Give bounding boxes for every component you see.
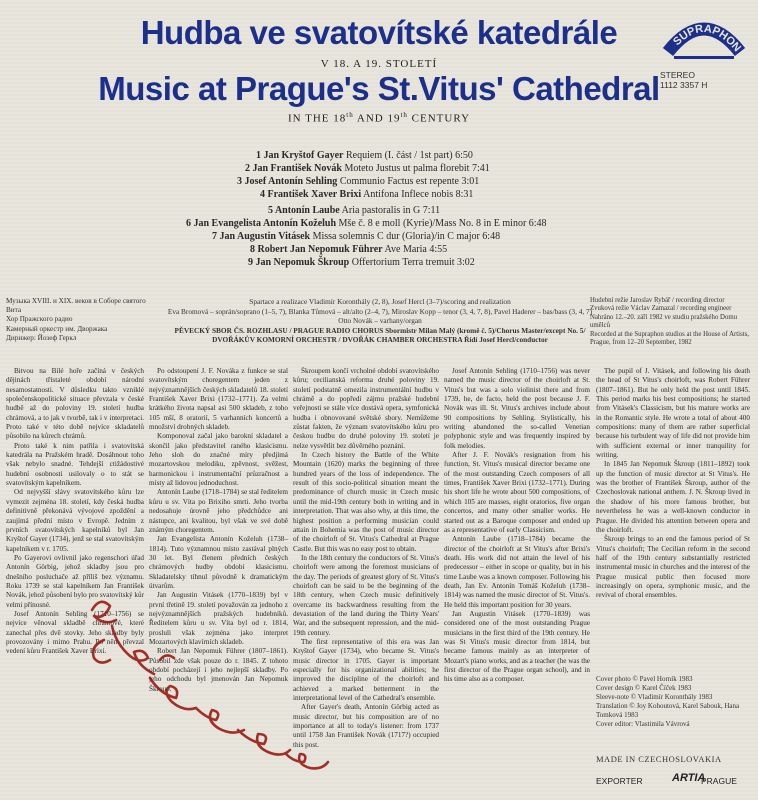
supraphon-logo <box>660 10 748 70</box>
track-9: 9 Jan Nepomuk Škroup Offertorium Terra tremuit 3:02 <box>248 257 475 268</box>
artia-logo: ARTIA <box>672 772 706 784</box>
prague-label: PRAGUE <box>701 776 737 786</box>
exporter-label: EXPORTER <box>596 776 643 786</box>
cover-credits: Cover photo © Pavel Horník 1983 Cover design © Karel Číček 1983 Sleeve-note © Vladimír Koronthály 1983 Translation © Joy Kohoutová, Karel Sabouk, Hana Tomková 1983 Cover editor: Vlastimila Vávrová <box>596 675 740 728</box>
subtitle-czech: V 18. A 19. STOLETÍ <box>320 58 438 70</box>
performer-credits: Spartace a realizace Vladimír Koronthály (2, 8), Josef Hercl (3–7)/scoring and realization Eva Bromová – soprán/soprano (1–5, 7), Blanka Tůmová – alt/alto (2–4, 7), Miroslav Kopp – tenor (3, 4, 7, 8), Pavel Haderer – bas/bass (3, 4, 7) Otto Novák – varhany/organ PĚVECKÝ SBOR ČS. ROZHLASU / PRAGUE RADIO CHORUS Sbormistr Milan Malý (kromě č. 5)/Chorus Master/except No. 5/ DVOŘÁKŮV KOMORNÍ ORCHESTR / DVOŘÁK CHAMBER ORCHESTRA Řídí Josef Hercl/conductor <box>167 297 593 345</box>
liner-notes-column-4: Josef Antonín Sehling (1710–1756) was never named the music director of the choirloft at St. Vitus's but was a solo violinist there and from 1739, he, de facto, held the post because J. F. Novák was ill. St. Vitus's archives include about 90 compositions by Sehling. Stylistically, his writing abandoned the so-called Venetian polyphonic style and was frequently inspired by folk melodies. After J. F. Novák's resignation from his function, St. Vitus's musical director became one of the most outstanding Czech composers of all times, František Xaver Brixi (1732–1771). During his short life he wrote about 500 compositions, of which 105 are masses, eight oratorios, five organ concertos, and many other smaller works. He started out as a Baroque composer and ended up as a representative of early Classicism. Antonín Laube (1718–1784) became the director of the choirloft at St Vitus's after Brixi's death. His work did not attain the level of his predecessor – either in scope or quality, but in his time Laube was a known composer. Following his death, Jan Ev. Antonín Tomáš Koželuh (1738–1814) was named the music director of St. Vitus's. He held this important position for 30 years. Jan Augustin Vitásek (1770–1839) was considered one of the most outstanding Prague musicians in the first third of the 19th century. He was St Vitus's music director from 1814, but became famous mainly as an interpreter of Mozart's piano works, and as a teacher (he was the first director of the Prague organ school), and in his time also as a composer. <box>444 367 590 684</box>
track-5: 5 Antonín Laube Aria pastoralis in G 7:11 <box>268 205 441 216</box>
russian-info: Музыка XVIII. и XIX. веков в Соборе святого Вита Хор Пражского радио Камерный оркестр им. Дворжака Дирижер: Йозеф Геркл <box>6 297 146 342</box>
track-2: 2 Jan František Novák Moteto Justus ut palma florebit 7:41 <box>245 163 490 174</box>
recording-info: Hudební režie Jaroslav Rybář / recording director Zvuková režie Václav Zamazal / recording engineer Nahráno 12.–20. září 1982 ve studiu pražského Domu umělců Recorded at the Supraphon studios at the House of Artists, Prague, from 12–20 September, 1982 <box>590 297 749 347</box>
subtitle-english: IN THE 18th AND 19th CENTURY <box>287 111 471 125</box>
track-1: 1 Jan Kryštof Gayer Requiem (I. část / 1st part) 6:50 <box>256 150 473 161</box>
catalog-number: 1112 3357 H <box>660 80 708 90</box>
title-english: Music at Prague's St.Vitus' Cathedral <box>98 70 660 107</box>
format-label: STEREO <box>660 70 695 80</box>
svg-text:SUPRAPHON: SUPRAPHON <box>671 22 744 55</box>
title-czech: Hudba ve svatovítské katedrále <box>140 14 618 51</box>
track-3: 3 Josef Antonín Sehling Communio Factus est repente 3:01 <box>237 176 480 187</box>
track-4: 4 František Xaver Brixi Antifona Inflece nobis 8:31 <box>260 189 474 200</box>
liner-notes-column-5: The pupil of J. Vitásek, and following his death the head of St Vitus's choirloft, was Robert Führer (1807–1861). But he only held the post until 1845. This period marks his best compositions; he started from Vitásek's Classicism, but his mature works are in the Romantic style. He wrote a total of about 400 compositions: many of them are rather superficial because his turbulent way of life did not provide him with sufficient external or inner tranquility for writing. In 1845 Jan Nepomuk Škroup (1811–1892) took up the function of music director at St Vitus's. He was the brother of František Škroup, author of the Czechoslovak national anthem. J. N. Škroup lived in the shadow of his more famous brother, but nevertheless he was a well-known conductor in Prague. He divided his attention between opera and the choirloft. Škroup brings to an end the famous period of St Vitus's choirloft; The Cecilian reform in the second half of the 19th century substantially restricted instrumental music in churches and the interest of the Prague musical public then focused more increasingly on opera, symphonic music, and the revival of choral ensembles. <box>596 367 750 600</box>
liner-notes-column-1: Bitvou na Bílé hoře začíná v českých dějinách třístaleté období národní nesamostatnosti. V důsledku takto vzniklé společenskopolitické situace převzala v české hudbě až do poloviny 19. století hudba chrámová, a to jak v tvorbě, tak i v interpretaci. Proto také v této době nejvíce skladatelů působilo na kůrech chrámů. Proto také k nim patřila i svatovítská katedrála na Pražském hradě. Dosáhnout toho však nebylo snadné. Tehdejší ctižádostivé hudební osobnosti usilovaly o to stát se svatovítským kapelníkem. Od nejvyšší slávy svatovítského kůru lze vymezit zejména 18. století, kdy česká hudba definitivně překonává vývojové zpoždění a zaujímá přední místo v Evropě. Jedním z prvních svatovítských kapelníků byl Jan Kryštof Gayer (1734), jenž se stal svatovítským kapelníkem v r. 1705. Po Gayerovi ovlivnil jako regenschori úřad Antonín Görbig, jehož skladby jsou pro dnešního posluchače až příliš bez významu. Roku 1739 se stal kapelníkem Jan František Novák, jehož působení bylo pro svatovítský kůr velmi přínosné. Josef Antonín Sehling (1710–1756) se nejvíce věnoval skladbě chrámové, které zanechal přes dvě stovky. Jeho skladby byly provozovány i mimo Prahu. Po něm převzal vedení kůru František Xaver Brixi. <box>6 367 144 656</box>
made-in-label: MADE IN CZECHOSLOVAKIA <box>596 754 722 764</box>
catalog-block <box>660 70 748 90</box>
track-7: 7 Jan Augustin Vitásek Missa solemnis C dur (Gloria)/in C major 6:48 <box>212 231 501 242</box>
liner-notes-column-3: Škroupem končí vrcholné období svatovítského kůru; cecilianská reforma druhé poloviny 19. století podstatně omezila instrumentální hudbu v chrámě a do popředí zájmu pražské hudební veřejnosti se stále více dostává opera, symfonická hudba i obnovované světské sbory. Nemůžeme zůstat fakten, že význam svatovítského kůru pro českou hudbu do druhé poloviny 19. století je nelze vysvětlit bez důvěrného poznání. In Czech history the Battle of the White Mountain (1620) marks the beginning of three hundred years of the loss of independence. The result of this socio-political situation meant the predominance of church music in Czech music until the mid-19th century both in writing and in interpretation. That was also why, at this time, the highest position a performing musician could attain in Bohemia was the post of music director of the choirloft of St. Vitus's Cathedral at Prague Castle. But this was no easy post to obtain. In the 18th century the conductors of St. Vitus's choirloft were among the foremost musicians of the day. The periods of greatest glory of St. Vitus's choirloft can be said to be the beginning of the 18th century, when Czech music definitively overcame its backwardness resulting from the devastation of the land during the Thirty Years' War, and the subsequent repression, and the mid-19th century. The first representative of this era was Jan Kryštof Gayer (1734), who became St. Vitus's music director in 1705. Gayer is important especially for his organizational abilities; he improved the discipline of the choirloft and achieved a marked betterment in the interpretational level of the Cathedral's ensemble. After Gayer's death, Antonín Görbig acted as music director, but his composition are of no importance at all to today's listener: from 1737 until 1758 Jan František Novák (1717?) occupied this post. <box>293 367 439 749</box>
track-6: 6 Jan Evangelista Antonín Koželuh Mše č. 8 e moll (Kyrie)/Mass No. 8 in E minor 6:48 <box>186 218 547 229</box>
track-8: 8 Robert Jan Nepomuk Führer Ave Maria 4:55 <box>250 244 448 255</box>
liner-notes-column-2: Po odstoupení J. F. Nováka z funkce se stal svatovítským choregentem jeden z nejvýznamnějších českých skladatelů 18. století František Xaver Brixi (1732–1771). Za velmi krátkého života napsal asi 500 skladeb, z toho 105 mší, 8 oratorií, 5 varhanních koncertů a množství drobných skladeb. Komponoval začal jako barokní skladatel a skončil jako představitel raného klasicismu. Jeho sloh do značné míry předjímá mozartovskou melodiku, zpěvnost, svěžest, harmonickou i instrumentační průzračnost a místy až lidovou jednoduchost. Antonín Laube (1718–1784) se stal ředitelem kůru u sv. Víta po Brixiho smrti. Jeho tvorba nedosahuje úrovně jeho předchůdce ani nástupce, ani kvalitou, byl však ve své době známým choregentem. Jan Evangelista Antonín Koželuh (1738–1814). Tuto významnou místo zastával plných 30 let. Byl členem předních českých chrámových hudby období klasicismu. Skladatelsky tíhnul původně k dramatickým útvarům. Jan Augustin Vitásek (1770–1839) byl v první třetině 19. století považován za jednoho z nejvýznamnějších pražských hudebníků. Ředitelem kůru u sv. Víta byl od r. 1814, prosluli však zejména jako interpret Mozartových klavírních skladeb. Robert Jan Nepomuk Führer (1807–1861). Působil zde však pouze do r. 1845. Z tohoto období pocházejí i jeho nejlepší skladby. Po jeho odchodu byl jmenován Jan Nepomuk Škroup. <box>149 367 288 693</box>
